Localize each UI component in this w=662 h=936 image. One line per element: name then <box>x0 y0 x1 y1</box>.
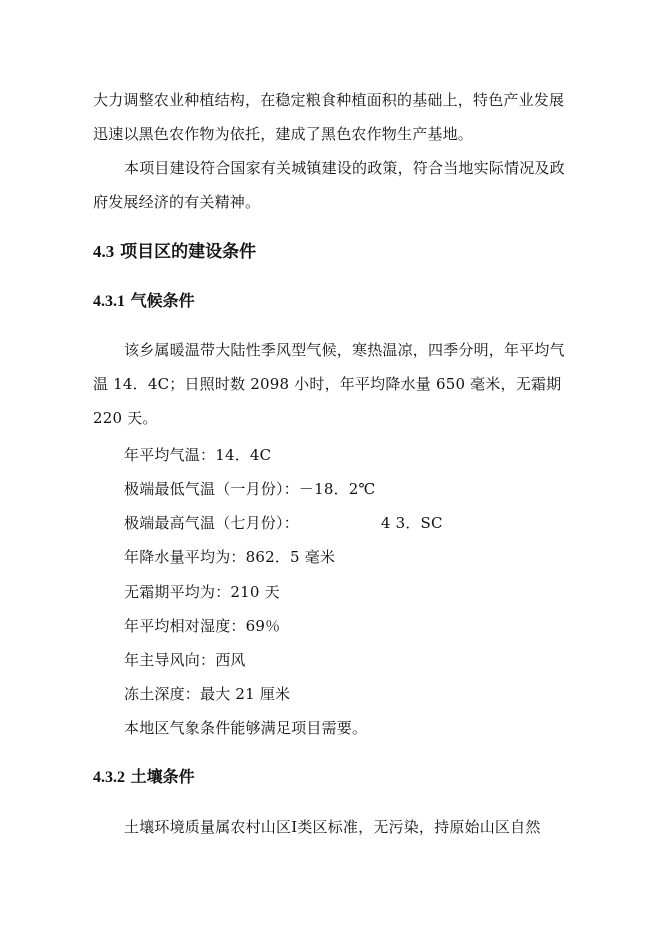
climate-item-minimum-temperature: 极端最低气温（一月份）：－18．2℃ <box>124 480 376 498</box>
section-number: 4.3.2 <box>93 769 125 786</box>
climate-item-prevailing-wind: 年主导风向：西风 <box>124 651 246 669</box>
climate-item-precipitation: 年降水量平均为：862．5 毫米 <box>124 548 336 566</box>
climate-item-relative-humidity: 年平均相对湿度：69％ <box>124 617 281 635</box>
section-title: 气候条件 <box>130 291 195 310</box>
section-title: 土壤条件 <box>130 767 195 786</box>
climate-conclusion: 本地区气象条件能够满足项目需要。 <box>124 719 368 737</box>
section-heading-4-3 <box>93 235 256 269</box>
climate-item-frozen-soil-depth: 冻土深度：最大 21 厘米 <box>124 685 291 703</box>
paragraph-planting-structure: 大力调整农业种植结构，在稳定粮食种植面积的基础上，特色产业发展迅速以黑色农作物为依托，建成了黑色农作物生产基地。 <box>93 91 565 143</box>
section-heading-4-3-1 <box>93 284 195 319</box>
section-number: 4.3.1 <box>93 293 125 310</box>
paragraph-climate-intro: 该乡属暖温带大陆性季风型气候，寒热温凉，四季分明，年平均气温 14．4C；日照时数 2098 小时，年平均降水量 650 毫米，无霜期 220 天。 <box>93 341 565 427</box>
maximum-temperature-label: 极端最高气温（七月份）： <box>124 514 299 532</box>
climate-item-maximum-temperature <box>124 506 443 540</box>
section-heading-4-3-2 <box>93 760 195 795</box>
climate-item-average-temperature: 年平均气温：14．4C <box>124 446 272 464</box>
maximum-temperature-value: 4 3．SC <box>380 514 443 532</box>
paragraph-policy-compliance: 本项目建设符合国家有关城镇建设的政策，符合当地实际情况及政府发展经济的有关精神。 <box>93 159 565 211</box>
paragraph-soil-intro: 土壤环境质量属农村山区Ⅰ类区标准，无污染，持原始山区自然 <box>124 818 541 836</box>
section-title: 项目区的建设条件 <box>120 242 257 262</box>
section-number: 4.3 <box>93 242 115 261</box>
climate-item-frost-free-period: 无霜期平均为：210 天 <box>124 583 280 601</box>
